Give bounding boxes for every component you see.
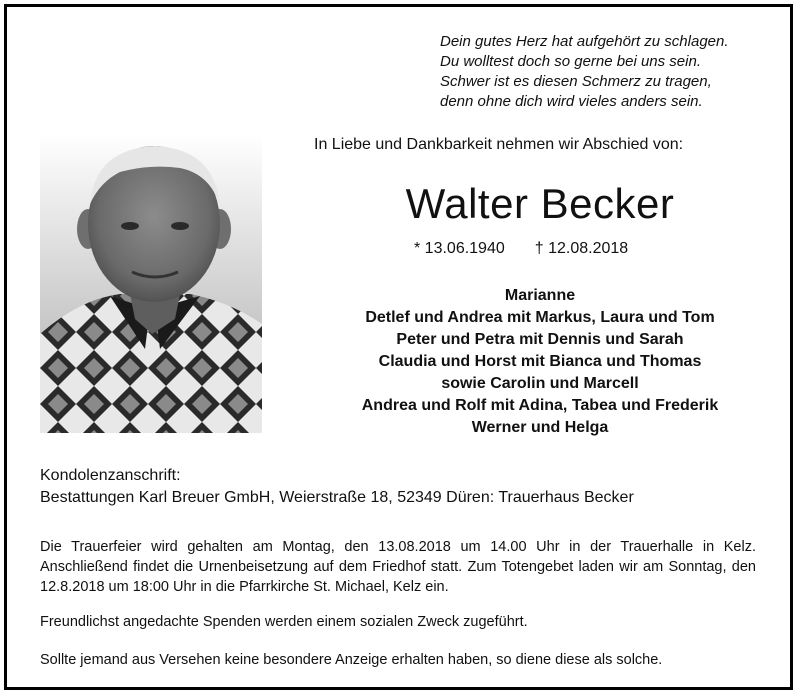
service-info: Die Trauerfeier wird gehalten am Montag, den 13.08.2018 um 14.00 Uhr in der Trauerhalle in Kelz. Anschließend findet die Urnenbeisetzung auf dem Friedhof statt. Zum Totengebet laden wir am Sonntag, den 12.8.2018 um 18:00 Uhr in die Pfarrkirche St. Michael, Kelz ein. — [40, 539, 756, 595]
closing-note: Sollte jemand aus Versehen keine besondere Anzeige erhalten haben, so diene diese als solche. — [40, 652, 663, 668]
mourner-line: Andrea und Rolf mit Adina, Tabea und Frederik — [361, 397, 719, 414]
mourner-line: sowie Carolin und Marcell — [441, 375, 639, 392]
mourner-line: Werner und Helga — [471, 419, 609, 436]
intro-text: In Liebe und Dankbarkeit nehmen wir Abschied von: — [314, 136, 684, 153]
poem-line: Dein gutes Herz hat aufgehört zu schlagen. — [440, 33, 729, 50]
donations-note: Freundlichst angedachte Spenden werden einem sozialen Zweck zugeführt. — [40, 614, 528, 630]
mourner-line: Marianne — [504, 287, 576, 304]
poem-line: denn ohne dich wird vieles anders sein. — [440, 93, 703, 110]
address-line: Bestattungen Karl Breuer GmbH, Weierstraße 18, 52349 Düren: Trauerhaus Becker — [40, 489, 634, 506]
address-label: Kondolenzanschrift: — [40, 467, 181, 484]
poem — [440, 32, 729, 112]
mourners-list — [270, 285, 800, 439]
life-dates — [414, 240, 628, 258]
deceased-name: Walter Becker — [405, 180, 675, 227]
portrait-illustration — [40, 134, 262, 433]
mourner-line: Claudia und Horst mit Bianca und Thomas — [378, 353, 702, 370]
condolence-address — [40, 465, 634, 509]
portrait-photo — [40, 134, 262, 433]
birth-date: * 13.06.1940 — [414, 240, 505, 257]
mourner-line: Peter und Petra mit Dennis und Sarah — [396, 331, 684, 348]
mourner-line: Detlef und Andrea mit Markus, Laura und Tom — [365, 309, 715, 326]
poem-line: Schwer ist es diesen Schmerz zu tragen, — [440, 73, 712, 90]
death-date: † 12.08.2018 — [534, 240, 629, 257]
poem-line: Du wolltest doch so gerne bei uns sein. — [440, 53, 701, 70]
